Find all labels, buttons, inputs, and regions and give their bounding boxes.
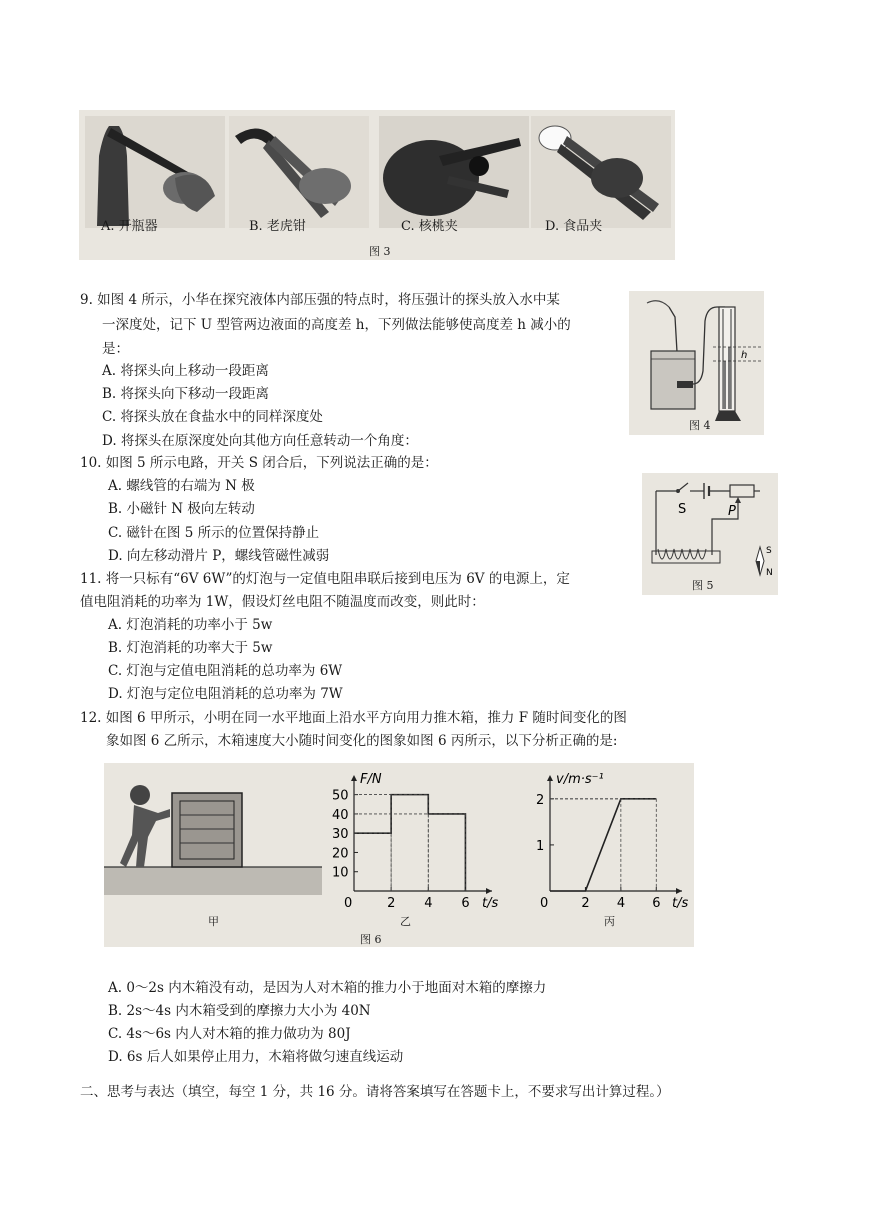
pressure-gauge-diagram-icon	[629, 291, 764, 435]
force-time-chart	[326, 763, 506, 947]
q9-line-1: 9. 如图 4 所示，小华在探究液体内部压强的特点时，将压强计的探头放入水中某	[80, 292, 560, 308]
q9-option-c: C. 将探头放在食盐水中的同样深度处	[102, 409, 323, 425]
ft-x-arrow	[486, 888, 492, 894]
q9-option-b: B. 将探头向下移动一段距离	[102, 386, 270, 402]
h-label: h	[741, 350, 748, 361]
figure-6-sub-bing: 丙	[604, 915, 615, 928]
vt-x-tick-label: 6	[652, 896, 661, 911]
ft-y-arrow	[351, 775, 357, 781]
section-2-heading: 二、思考与表达（填空，每空 1 分，共 16 分。请将答案填写在答题卡上，不要求写出计算过程。）	[80, 1084, 670, 1100]
ft-x-axis-label: t/s	[482, 896, 499, 911]
figure-3-caption: 图 3	[369, 245, 391, 258]
vt-y-arrow	[547, 775, 553, 781]
q12-option-c: C. 4s～6s 内人对木箱的推力做功为 80J	[108, 1026, 351, 1042]
figure-6	[104, 763, 694, 947]
panel-d-label: D. 食品夹	[545, 219, 603, 234]
panel-b-label: B. 老虎钳	[249, 219, 306, 234]
ft-y-tick-label: 40	[332, 807, 349, 823]
label-slider-p: P	[728, 504, 736, 519]
q10-option-b: B. 小磁针 N 极向左转动	[108, 501, 255, 517]
photo-panel-d	[531, 116, 681, 250]
nutcracker-photo-icon	[379, 116, 529, 228]
q11-line-2: 值电阻消耗的功率为 1W，假设灯丝电阻不随温度而改变，则此时：	[80, 594, 485, 610]
figure-4	[629, 291, 764, 435]
figure-5-caption: 图 5	[692, 579, 714, 592]
q12-option-a: A. 0～2s 内木箱没有动，是因为人对木箱的推力小于地面对木箱的摩擦力	[108, 980, 547, 996]
q11-line-1: 11. 将一只标有“6V 6W”的灯泡与一定值电阻串联后接到电压为 6V 的电源上，定	[80, 571, 570, 587]
needle-top-label: S	[766, 546, 772, 556]
ft-y-axis-label: F/N	[360, 772, 382, 787]
ft-series-line	[354, 795, 465, 891]
ft-x-tick-label: 0	[344, 896, 353, 911]
vt-y-axis-label: v/m·s⁻¹	[556, 772, 604, 787]
q10-option-d: D. 向左移动滑片 P，螺线管磁性减弱	[108, 548, 330, 564]
figure-6-sub-yi: 乙	[400, 915, 411, 928]
q9-option-a: A. 将探头向上移动一段距离	[102, 363, 269, 379]
ft-y-tick-label: 50	[332, 788, 349, 804]
vt-x-arrow	[676, 888, 682, 894]
vt-x-axis-label: t/s	[672, 896, 689, 911]
figure-4-caption: 图 4	[689, 419, 711, 432]
ft-x-tick-label: 2	[387, 896, 396, 911]
q11-option-c: C. 灯泡与定值电阻消耗的总功率为 6W	[108, 663, 343, 679]
vt-y-tick-label: 1	[536, 838, 545, 854]
vt-x-tick-label: 0	[540, 896, 549, 911]
panel-c-label: C. 核桃夹	[401, 219, 458, 234]
ft-y-tick-label: 20	[332, 846, 349, 862]
ft-x-tick-label: 4	[424, 896, 433, 911]
figure-6-sub-jia: 甲	[208, 915, 219, 928]
figure-6-caption: 图 6	[360, 933, 382, 946]
panel-a-label: A. 开瓶器	[101, 219, 158, 234]
ft-y-tick-label: 30	[332, 827, 349, 843]
figure-3	[79, 110, 675, 260]
q11-option-d: D. 灯泡与定位电阻消耗的总功率为 7W	[108, 686, 343, 702]
q10-option-c: C. 磁针在图 5 所示的位置保持静止	[108, 525, 320, 541]
q9-line-2: 一深度处，记下 U 型管两边液面的高度差 h，下列做法能够使高度差 h 减小的	[102, 317, 571, 333]
vt-series-line	[550, 799, 656, 891]
q12-line-1: 12. 如图 6 甲所示，小明在同一水平地面上沿水平方向用力推木箱，推力 F 随时间变化的图	[80, 710, 627, 726]
photo-panel-c	[379, 116, 529, 250]
vt-y-tick-label: 2	[536, 792, 545, 808]
q9-option-d: D. 将探头在原深度处向其他方向任意转动一个角度：	[102, 433, 418, 449]
vt-x-tick-label: 2	[581, 896, 590, 911]
ft-x-tick-label: 6	[461, 896, 470, 911]
vt-x-tick-label: 4	[616, 896, 626, 911]
q9-line-3: 是：	[102, 341, 129, 357]
q11-option-a: A. 灯泡消耗的功率小于 5w	[108, 617, 273, 633]
ft-y-tick-label: 10	[332, 865, 349, 881]
photo-panel-a	[85, 116, 235, 250]
bottle-opener-photo-icon	[85, 116, 225, 228]
q12-line-2: 象如图 6 乙所示，木箱速度大小随时间变化的图象如图 6 丙所示，以下分析正确的是:	[106, 733, 618, 749]
q12-option-d: D. 6s 后人如果停止用力，木箱将做匀速直线运动	[108, 1049, 404, 1065]
label-switch-s: S	[678, 502, 687, 517]
pliers-photo-icon	[229, 116, 369, 228]
q12-option-b: B. 2s～4s 内木箱受到的摩擦力大小为 40N	[108, 1003, 371, 1019]
food-tongs-photo-icon	[531, 116, 671, 228]
photo-panel-b	[229, 116, 379, 250]
q11-option-b: B. 灯泡消耗的功率大于 5w	[108, 640, 273, 656]
figure-5	[642, 473, 778, 595]
needle-bottom-label: N	[766, 568, 773, 578]
q10-stem: 10. 如图 5 所示电路，开关 S 闭合后，下列说法正确的是：	[80, 455, 438, 471]
q10-option-a: A. 螺线管的右端为 N 极	[108, 478, 255, 494]
